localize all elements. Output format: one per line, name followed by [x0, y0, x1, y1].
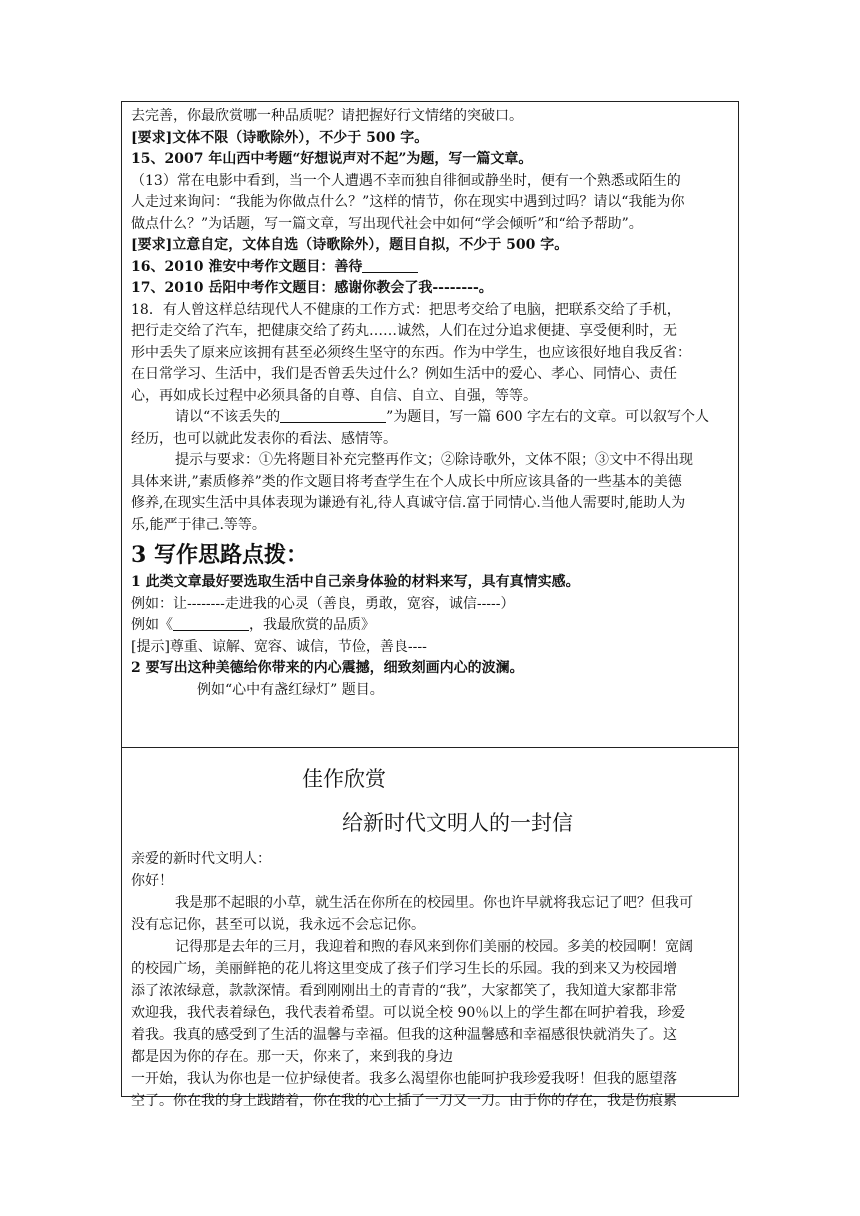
text-segment: 16、2010 淮安中考作文题目：善待	[131, 258, 363, 275]
text-line: 修养,在现实生活中具体表现为谦逊有礼,待人真诚守信.富于同情心.当他人需要时,能助人为	[131, 495, 686, 511]
fill-blank	[173, 616, 249, 631]
text-line: 17、2010 岳阳中考作文题目：感谢你教会了我--------。	[131, 280, 493, 296]
text-line: 没有忘记你，甚至可以说，我永远不会忘记你。	[131, 917, 425, 933]
table-frame	[121, 101, 739, 1109]
text-line: 乐,能严于律己.等等。	[131, 516, 266, 533]
text-line: [提示]尊重、谅解、宽容、诚信，节俭，善良----	[131, 638, 427, 655]
text-line: [要求]立意自定，文体自选（诗歌除外），题目自拟，不少于 500 字。	[131, 237, 569, 253]
text-line: 经历，也可以就此发表你的看法、感情等。	[131, 430, 397, 447]
text-line: 做点什么？”为话题，写一篇文章，写出现代社会中如何“学会倾听”和“给予帮助”。	[131, 215, 643, 232]
text-line: 例如“心中有盏红绿灯” 题目。	[197, 681, 384, 698]
text-line: 把行走交给了汽车，把健康交给了药丸……诚然，人们在过分追求便捷、享受便利时，无	[131, 323, 677, 339]
text-line: 的校园广场，美丽鲜艳的花儿将这里变成了孩子们学习生长的乐园。我的到来又为校园增	[131, 961, 677, 977]
text-line: 具体来讲,”素质修养”类的作文题目将考查学生在个人成长中所应该具备的一些基本的美德	[131, 473, 682, 490]
text-segment: ”为题目，写一篇 600 字左右的文章。可以叙写个人	[386, 409, 709, 425]
text-line: 着我。我真的感受到了生活的温馨与幸福。但我的这种温馨感和幸福感很快就消失了。这	[131, 1027, 677, 1043]
text-line	[131, 257, 732, 279]
text-line: 形中丢失了原来应该拥有甚至必须终生坚守的东西。作为中学生，也应该很好地自我反省：	[131, 344, 691, 361]
text-line: 心，再如成长过程中必须具备的自尊、自信、自立、自强，等等。	[131, 387, 537, 404]
lower-cell	[131, 750, 732, 1112]
text-line: 18．有人曾这样总结现代人不健康的工作方式：把思考交给了电脑，把联系交给了手机，	[131, 301, 681, 318]
text-line: 添了浓浓绿意，款款深情。看到刚刚出土的青青的“我”，大家都笑了，我知道大家都非常	[131, 983, 678, 999]
text-line: 去完善，你最欣赏哪一种品质呢？请把握好行文情绪的突破口。	[131, 108, 523, 124]
upper-cell	[131, 106, 732, 701]
text-line: 1 此类文章最好要选取生活中自己亲身体验的材料来写，具有真情实感。	[131, 574, 580, 590]
section-title: 佳作欣赏	[302, 767, 386, 791]
text-line: （13）常在电影中看到，当一个人遭遇不幸而独自徘徊或静坐时，便有一个熟悉或陌生的	[131, 172, 681, 189]
text-line: 例如：让--------走进我的心灵（善良，勇敢，宽容，诚信-----）	[131, 595, 515, 612]
text-line: 都是因为你的存在。那一天，你来了，来到我的身边	[131, 1049, 453, 1065]
text-line: 人走过来询问：“我能为你做点什么？”这样的情节，你在现实中遇到过吗？请以“我能为你	[131, 194, 685, 210]
text-line: 记得那是去年的三月，我迎着和煦的春风来到你们美丽的校园。多美的校园啊！宽阔	[175, 939, 693, 955]
text-line: 一开始，我认为你也是一位护绿使者。我多么渴望你也能呵护我珍爱我呀！但我的愿望落	[131, 1071, 677, 1087]
text-line: 15、2007 年山西中考题“好想说声对不起”为题，写一篇文章。	[131, 151, 533, 167]
text-line: 提示与要求：①先将题目补充完整再作文；②除诗歌外，文体不限；③文中不得出现	[175, 452, 693, 468]
text-line: 欢迎我，我代表着绿色，我代表着希望。可以说全校 90％以上的学生都在呵护着我，珍爱	[131, 1005, 686, 1021]
section-heading: 3 写作思路点拨：	[131, 542, 308, 568]
text-line: 亲爱的新时代文明人：	[131, 851, 271, 867]
text-line: 在日常学习、生活中，我们是否曾丢失过什么？例如生活中的爱心、孝心、同情心、责任	[131, 366, 677, 382]
text-segment: 例如《	[131, 617, 173, 633]
text-segment: ，我最欣赏的品质》	[249, 617, 375, 633]
essay-title: 给新时代文明人的一封信	[342, 811, 573, 835]
text-line	[131, 407, 732, 429]
text-line	[131, 615, 732, 637]
text-line: 我是那不起眼的小草，就生活在你所在的校园里。你也许早就将我忘记了吧？但我可	[175, 895, 693, 911]
text-segment: 请以“不该丢失的	[175, 409, 281, 425]
text-line: 你好！	[131, 873, 173, 889]
fill-blank	[362, 258, 418, 273]
text-line: 2 要写出这种美德给你带来的内心震撼，细致刻画内心的波澜。	[131, 660, 524, 676]
cell-divider	[122, 747, 738, 748]
fill-blank	[280, 408, 386, 423]
text-line: 空了。你在我的身上践踏着，你在我的心上插了一刀又一刀。由于你的存在，我是伤痕累	[131, 1093, 677, 1109]
text-line: [要求]文体不限（诗歌除外），不少于 500 字。	[131, 129, 429, 146]
